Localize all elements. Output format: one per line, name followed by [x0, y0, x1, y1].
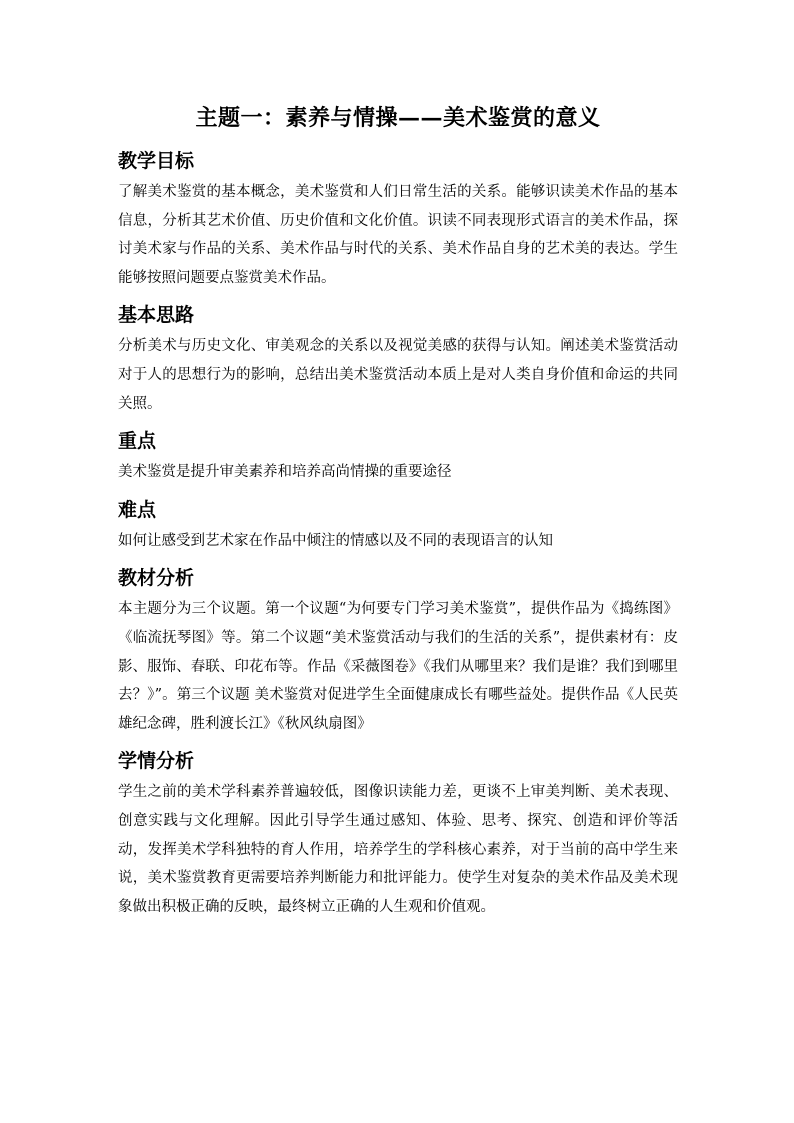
section-key-points: [118, 424, 678, 487]
section-heading: 重点: [118, 430, 157, 453]
section-basic-approach: [118, 298, 678, 418]
section-body: 本主题分为三个议题。第一个议题“为何要专门学习美术鉴赏”，提供作品为《捣练图》《临流抚琴图》等。第二个议题“美术鉴赏活动与我们的生活的关系”，提供素材有：皮影、服饰、春联、印花布等。作品《采薇图卷》《我们从哪里来？我们是谁？我们到哪里去？》”。第三个议题 美术鉴赏对促进学生全面健康成长有哪些益处。提供作品《人民英雄纪念碑，胜利渡长江》《秋风纨扇图》: [118, 601, 678, 732]
section-student-analysis: [118, 744, 678, 921]
section-heading: 教材分析: [118, 567, 195, 590]
section-body: 学生之前的美术学科素养普遍较低，图像识读能力差，更谈不上审美判断、美术表现、创意实践与文化理解。因此引导学生通过感知、体验、思考、探究、创造和评价等活动，发挥美术学科独特的育人作用，培养学生的学科核心素养，对于当前的高中学生来说，美术鉴赏教育更需要培养判断能力和批评能力。使学生对复杂的美术作品及美术现象做出积极正确的反映，最终树立正确的人生观和价值观。: [118, 784, 678, 915]
section-heading: 难点: [118, 498, 157, 521]
section-heading: 基本思路: [118, 304, 195, 327]
document-title: 主题一：素养与情操——美术鉴赏的意义: [195, 105, 601, 131]
section-textbook-analysis: [118, 561, 678, 738]
section-heading: 教学目标: [118, 150, 195, 172]
section-body: 美术鉴赏是提升审美素养和培养高尚情操的重要途径: [118, 464, 452, 481]
section-heading: 学情分析: [118, 750, 195, 773]
document-page: [118, 100, 678, 927]
section-body: 如何让感受到艺术家在作品中倾注的情感以及不同的表现语言的认知: [118, 532, 553, 549]
section-teaching-goals: [118, 144, 678, 292]
section-difficulties: [118, 493, 678, 556]
section-body: 了解美术鉴赏的基本概念，美术鉴赏和人们日常生活的关系。能够识读美术作品的基本信息，分析其艺术价值、历史价值和文化价值。识读不同表现形式语言的美术作品，探讨美术家与作品的关系、美术作品与时代的关系、美术作品自身的艺术美的表达。学生能够按照问题要点鉴赏美术作品。: [118, 184, 678, 286]
section-body: 分析美术与历史文化、审美观念的关系以及视觉美感的获得与认知。阐述美术鉴赏活动对于人的思想行为的影响，总结出美术鉴赏活动本质上是对人类自身价值和命运的共同关照。: [118, 338, 678, 412]
